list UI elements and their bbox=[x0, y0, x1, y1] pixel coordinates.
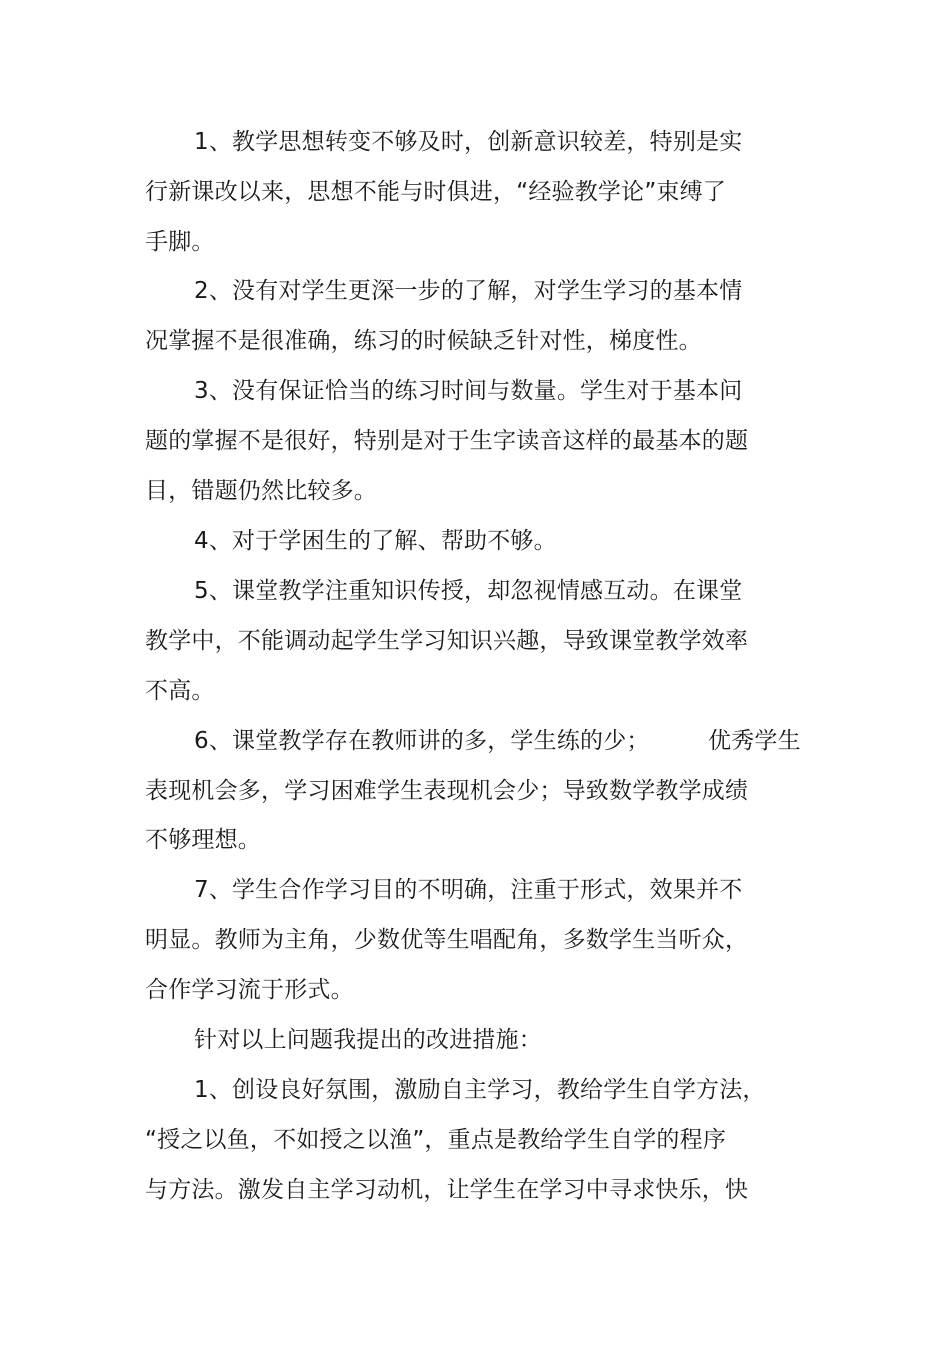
text-line: 况掌握不是很准确，练习的时候缺乏针对性，梯度性。 bbox=[145, 328, 702, 354]
text-line: 3、没有保证恰当的练习时间与数量。学生对于基本问 bbox=[194, 378, 743, 404]
text-line: 1、教学思想转变不够及时，创新意识较差，特别是实 bbox=[194, 129, 743, 155]
text-line: 4、对于学困生的了解、帮助不够。 bbox=[194, 528, 557, 554]
text-line: 不高。 bbox=[145, 678, 215, 704]
text-line: 题的掌握不是很好，特别是对于生字读音这样的最基本的题 bbox=[145, 428, 749, 454]
text-line: 与方法。激发自主学习动机，让学生在学习中寻求快乐，快 bbox=[145, 1177, 749, 1203]
text-line: 教学中，不能调动起学生学习知识兴趣，导致课堂教学效率 bbox=[145, 628, 749, 654]
text-line: 表现机会多，学习困难学生表现机会少；导致数学教学成绩 bbox=[145, 778, 749, 804]
text-line: 7、学生合作学习目的不明确，注重于形式，效果并不 bbox=[194, 877, 743, 903]
text-line: 优秀学生 bbox=[708, 728, 801, 754]
text-line: 不够理想。 bbox=[145, 827, 261, 853]
text-line: 明显。教师为主角，少数优等生唱配角，多数学生当听众， bbox=[145, 927, 749, 953]
text-line: 针对以上问题我提出的改进措施： bbox=[194, 1027, 542, 1053]
text-line: 目，错题仍然比较多。 bbox=[145, 478, 377, 504]
text-line: 手脚。 bbox=[145, 229, 215, 255]
text-line: 6、课堂教学存在教师讲的多，学生练的少； bbox=[194, 728, 650, 754]
text-line: “授之以鱼，不如授之以渔”，重点是教给学生自学的程序 bbox=[145, 1127, 727, 1153]
text-line: 行新课改以来，思想不能与时俱进，“经验教学论”束缚了 bbox=[145, 179, 727, 205]
text-line: 5、课堂教学注重知识传授，却忽视情感互动。在课堂 bbox=[194, 578, 743, 604]
text-line: 2、没有对学生更深一步的了解，对学生学习的基本情 bbox=[194, 278, 743, 304]
text-line: 1、创设良好氛围，激励自主学习，教给学生自学方法， bbox=[194, 1077, 766, 1103]
text-line: 合作学习流于形式。 bbox=[145, 977, 354, 1003]
